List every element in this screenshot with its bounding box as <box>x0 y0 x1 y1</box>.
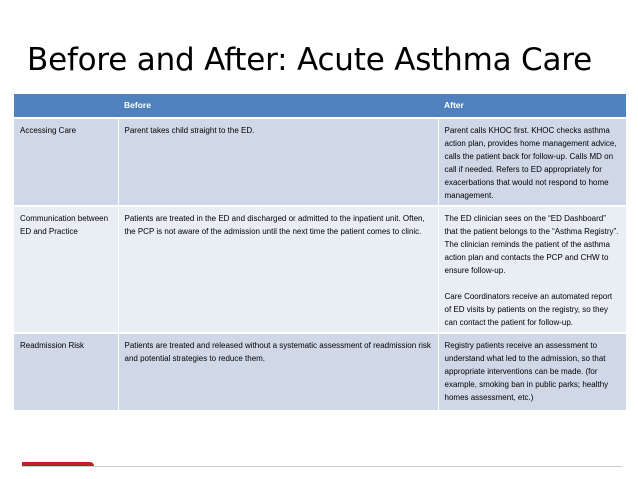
row-label: Readmission Risk <box>14 333 118 411</box>
table-row <box>14 118 626 206</box>
table-header-row <box>14 94 626 118</box>
comparison-table <box>14 94 626 412</box>
after-paragraph: The ED clinician sees on the “ED Dashboard” that the patient belongs to the “Asthma Registry”. The clinician reminds the patient of the asthma action plan and contacts the PCP and CHW to ensure follow-up. <box>444 214 619 275</box>
before-cell: Patients are treated in the ED and discharged or admitted to the inpatient unit. Often, the PCP is not aware of the admission until the next time the patient comes to clinic. <box>118 206 438 333</box>
table-row <box>14 206 626 333</box>
before-cell: Patients are treated and released without a systematic assessment of readmission risk and potential strategies to reduce them. <box>118 333 438 411</box>
before-cell: Parent takes child straight to the ED. <box>118 118 438 206</box>
table-row <box>14 333 626 411</box>
row-label: Accessing Care <box>14 118 118 206</box>
after-cell <box>438 206 626 333</box>
header-cell-before: Before <box>118 94 438 118</box>
header-cell-empty <box>14 94 118 118</box>
row-label: Communication between ED and Practice <box>14 206 118 333</box>
slide-title: Before and After: Acute Asthma Care <box>27 42 593 78</box>
header-cell-after: After <box>438 94 626 118</box>
footer-divider <box>22 466 622 467</box>
after-cell: Parent calls KHOC first. KHOC checks asthma action plan, provides home management advice, calls the patient back for follow-up. Calls MD on call if needed. Refers to ED appropriately for exacerbations that would not respond to home management. <box>438 118 626 206</box>
after-cell: Registry patients receive an assessment to understand what led to the admission, so that appropriate interventions can be made. (for example, smoking ban in public parks; healthy homes assessment, etc.) <box>438 333 626 411</box>
after-paragraph: Care Coordinators receive an automated report of ED visits by patients on the registry, so they can contact the patient for follow-up. <box>444 292 613 327</box>
